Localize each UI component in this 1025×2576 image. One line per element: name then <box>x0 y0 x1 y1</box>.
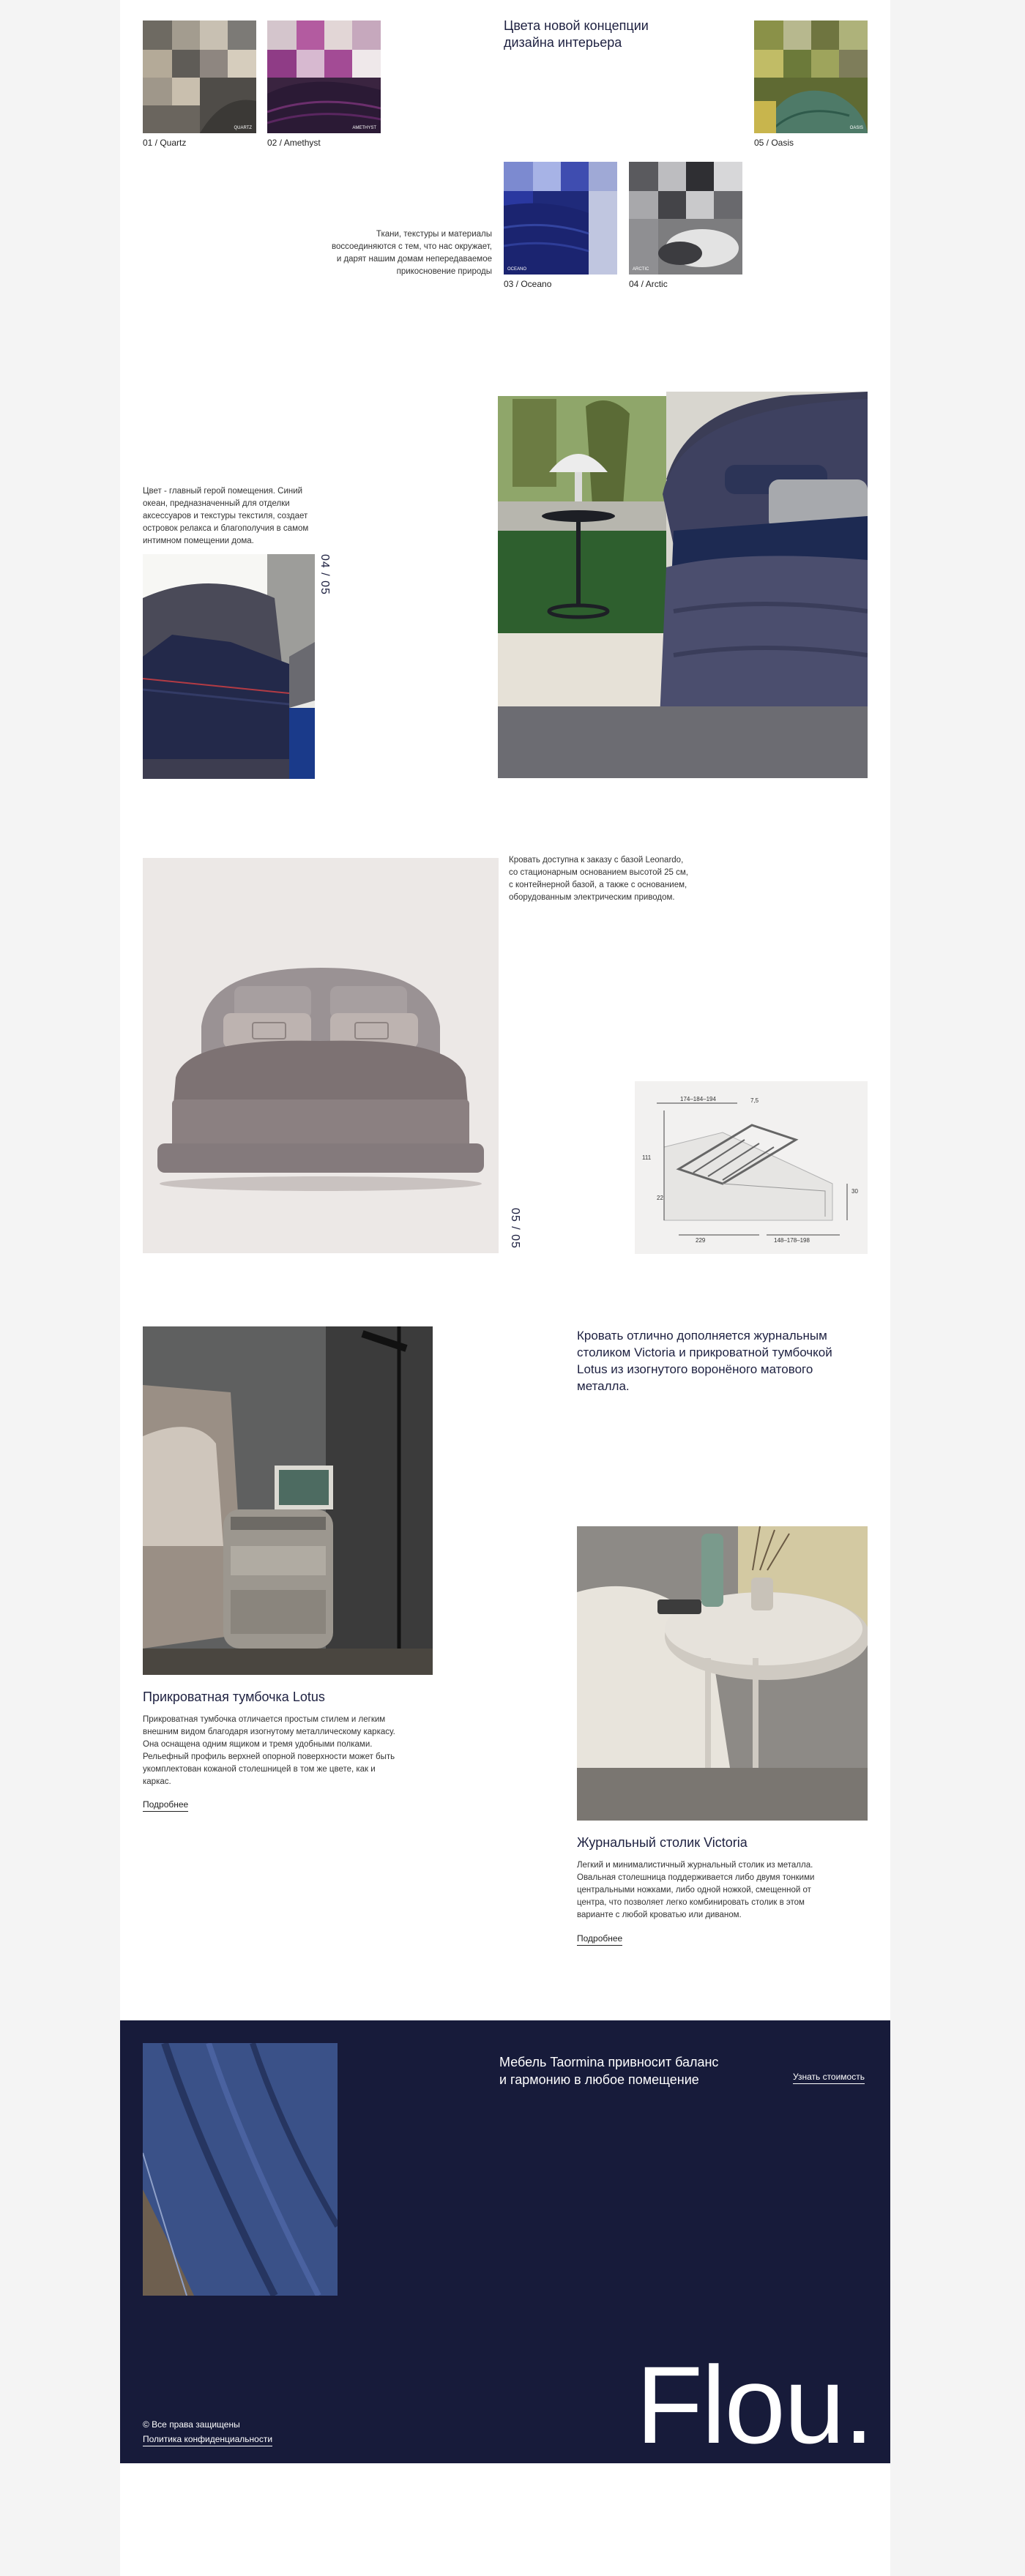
swatch-quartz-image[interactable] <box>143 20 256 133</box>
swatch-label: AMETHYST <box>352 126 376 130</box>
page-container <box>120 0 890 2576</box>
swatch-label: OASIS <box>849 126 863 130</box>
swatch-amethyst-image[interactable] <box>267 20 381 133</box>
footer-tagline: Мебель Taormina привносит баланс и гармонию в любое помещение <box>499 2055 719 2087</box>
copyright-text: © Все права защищены <box>143 2419 240 2430</box>
dimension-label: 111 <box>642 1154 652 1161</box>
privacy-policy-link[interactable]: Политика конфиденциальности <box>143 2434 272 2446</box>
bed-description: Кровать доступна к заказу с базой Leonardo, со стационарным основанием высотой 25 см, с контейнерной базой, а также с основанием, оборудованным электрическим приводом. <box>509 856 688 902</box>
footer <box>120 2020 890 2466</box>
colors-title: Цвета новой концепции дизайна интерьера <box>504 18 649 50</box>
victoria-description: Легкий и минималистичный журнальный столик из металла. Овальная столешница поддерживается либо двумя тонкими центральными ножками, либо одной ножкой, смещенной от центра, что позволяет легко комбинировать столик в этом варианте с любой кроватью или диваном. <box>577 1861 815 1919</box>
bed-counter: 05 / 05 <box>509 1208 521 1249</box>
dimension-label: 30 <box>851 1188 858 1195</box>
hero-counter: 04 / 05 <box>318 554 331 595</box>
swatch-label: OCEANO <box>507 267 527 272</box>
hero-text: Цвет - главный герой помещения. Синий океан, предназначенный для отделки аксессуаров и текстуры текстиля, создает островок релакса и благополучия в самом интимном помещении дома. <box>143 487 309 545</box>
swatch-caption-quartz: 01 / Quartz <box>143 138 187 148</box>
dimension-label: 22 <box>657 1195 663 1201</box>
products-intro: Кровать отлично дополняется журнальным столиком Victoria и прикроватной тумбочкой Lotus из изогнутого воронёного матового металла. <box>577 1329 832 1393</box>
dimension-label: 7,5 <box>750 1097 759 1104</box>
dimension-label: 174–184–194 <box>680 1096 716 1102</box>
lotus-nightstand-image[interactable] <box>143 1326 433 1675</box>
victoria-title: Журнальный столик Victoria <box>577 1835 748 1850</box>
colors-description: Ткани, текстуры и материалы воссоединяются с тем, что нас окружает, и дарят нашим домам непередаваемое прикосновение природы <box>332 230 492 276</box>
swatch-oceano-image[interactable] <box>504 162 617 275</box>
swatch-oasis-image[interactable] <box>754 20 868 133</box>
swatch-caption-arctic: 04 / Arctic <box>629 279 668 289</box>
swatch-caption-amethyst: 02 / Amethyst <box>267 138 321 148</box>
lotus-more-link[interactable]: Подробнее <box>143 1799 188 1812</box>
flou-logo[interactable]: Flou. <box>636 2343 873 2466</box>
get-price-link[interactable]: Узнать стоимость <box>793 2072 865 2084</box>
armchair-image <box>143 554 315 779</box>
swatch-caption-oceano: 03 / Oceano <box>504 279 552 289</box>
swatch-arctic-image[interactable] <box>629 162 742 275</box>
bed-product-image[interactable] <box>143 858 499 1253</box>
swatch-label: QUARTZ <box>234 126 252 130</box>
lotus-description: Прикроватная тумбочка отличается простым стилем и легким внешним видом благодаря изогнутому металлическому каркасу. Она оснащена одним ящиком и тремя удобными полками. Рельефный профиль верхней опорной поверхности может быть укомплектован кожаной столешницей в том же цвете, как и каркас. <box>143 1715 395 1786</box>
bedroom-hero-image <box>498 392 868 778</box>
dimension-label: 148–178–198 <box>774 1237 810 1244</box>
victoria-table-image[interactable] <box>577 1526 868 1821</box>
lotus-title: Прикроватная тумбочка Lotus <box>143 1690 325 1704</box>
dimension-label: 229 <box>696 1237 706 1244</box>
swatch-label: ARCTIC <box>633 267 649 272</box>
swatch-caption-oasis: 05 / Oasis <box>754 138 794 148</box>
victoria-more-link[interactable]: Подробнее <box>577 1933 622 1946</box>
footer-throw-image <box>143 2043 338 2296</box>
bed-dimensions-diagram[interactable] <box>635 1081 868 1254</box>
